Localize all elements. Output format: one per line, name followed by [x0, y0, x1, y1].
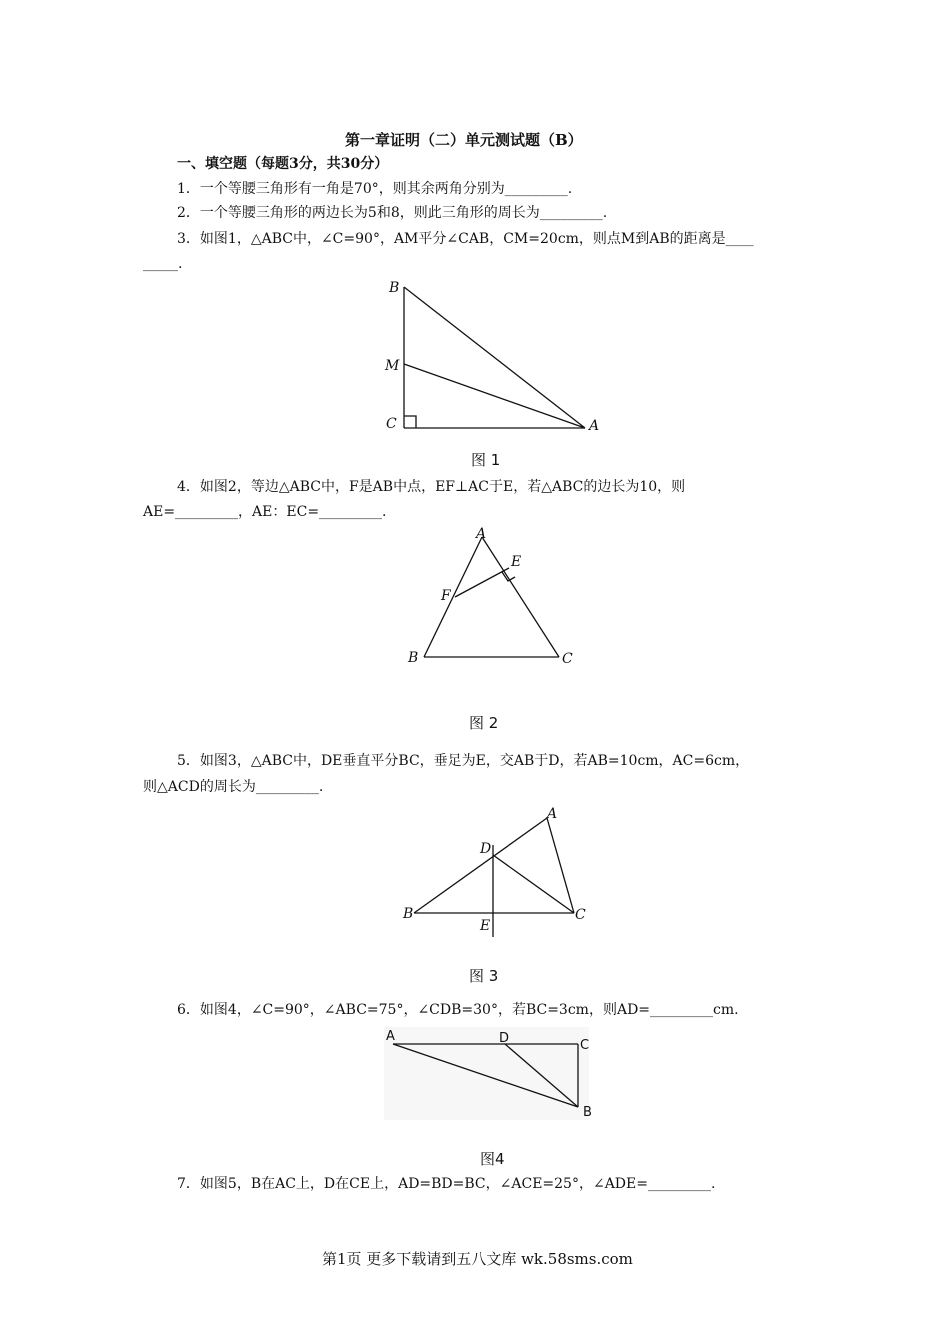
page-footer: 第1页 更多下载请到五八文库 wk.58sms.com	[322, 1250, 633, 1268]
question-5-line-1: 5．如图3，△ABC中，DE垂直平分BC，垂足为E，交AB于D，若AB=10cm，AC=6cm，	[177, 753, 750, 769]
fig2-label-f: F	[441, 588, 451, 604]
fig3-label-c: C	[575, 907, 586, 923]
fig3-label-a: A	[547, 806, 558, 822]
section-heading: 一、填空题（每题3分，共30分）	[177, 156, 389, 172]
question-4-line-1: 4．如图2，等边△ABC中，F是AB中点，EF⊥AC于E，若△ABC的边长为10，则	[177, 479, 686, 495]
page-title: 第一章证明（二）单元测试题（B）	[345, 131, 583, 149]
fig3-side-ba	[414, 818, 547, 913]
fig2-label-a: A	[476, 526, 487, 542]
question-1: 1．一个等腰三角形有一角是70°，则其余两角分别为_________.	[177, 181, 573, 197]
fig4-background	[384, 1027, 589, 1120]
fig3-side-ac	[547, 818, 574, 913]
fig2-right-angle-mark	[502, 572, 515, 581]
question-4-line-2: AE=_________，AE：EC=_________.	[143, 504, 387, 520]
fig3-segment-dc	[493, 855, 574, 913]
question-3-line-2: _____.	[143, 256, 183, 272]
fig3-label-e: E	[480, 918, 491, 934]
fig1-label-b: B	[389, 280, 400, 296]
fig1-side-ab	[404, 287, 585, 428]
fig1-right-angle-mark	[404, 416, 416, 428]
question-3-line-1: 3．如图1，△ABC中，∠C=90°，AM平分∠CAB，CM=20cm，则点M到AB的距离是____	[177, 231, 754, 247]
question-7: 7．如图5，B在AC上，D在CE上，AD=BD=BC，∠ACE=25°，∠ADE=_________.	[177, 1176, 716, 1192]
fig4-label-a: A	[386, 1029, 395, 1044]
figure-1-caption: 图 1	[471, 451, 501, 469]
fig2-side-ab	[424, 537, 482, 657]
question-2: 2．一个等腰三角形的两边长为5和8，则此三角形的周长为_________.	[177, 205, 608, 221]
fig1-label-c: C	[386, 416, 397, 432]
fig2-segment-fe	[455, 568, 509, 597]
fig3-label-b: B	[403, 906, 414, 922]
figure-3-caption: 图 3	[469, 967, 499, 985]
fig2-label-b: B	[408, 650, 419, 666]
fig4-label-b: B	[583, 1105, 592, 1120]
fig4-label-d: D	[499, 1031, 510, 1046]
fig2-label-e: E	[511, 554, 522, 570]
fig4-label-c: C	[580, 1038, 590, 1053]
fig2-label-c: C	[562, 651, 573, 667]
figure-4-caption: 图4	[480, 1150, 505, 1168]
fig3-label-d: D	[480, 841, 492, 857]
fig1-label-m: M	[385, 358, 400, 374]
fig1-label-a: A	[589, 418, 600, 434]
fig1-bisector-am	[404, 364, 585, 428]
question-5-line-2: 则△ACD的周长为_________.	[143, 779, 324, 795]
question-6: 6．如图4，∠C=90°，∠ABC=75°，∠CDB=30°，若BC=3cm，则AD=_________cm.	[177, 1002, 739, 1018]
figure-2-caption: 图 2	[469, 714, 499, 732]
